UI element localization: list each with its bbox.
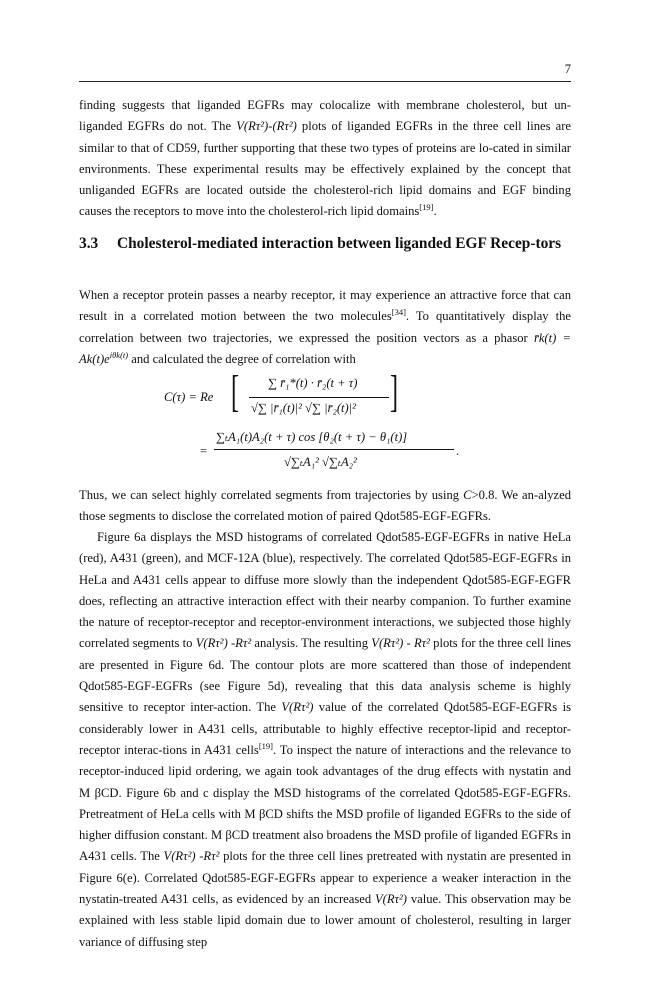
p2-text-b: . To quantitatively display the correlation between two trajectories, we expressed the position vectors as a phasor bbox=[79, 309, 571, 345]
p2-text-a: When a receptor protein passes a nearby receptor, it may experience an attractive force that can result in a correlated motion between the two molecules bbox=[79, 288, 571, 324]
math-phasor: r̄k(t) = Ak(t)e bbox=[79, 330, 571, 366]
p4-text-b: analysis. The resulting bbox=[251, 636, 372, 651]
citation[interactable]: [19] bbox=[258, 740, 273, 751]
p3-text-b: >0.8. We an-alyzed those segments to disclose the correlated motion of paired Qdot585-EGF-EGFRs. bbox=[79, 488, 571, 524]
math-v-rt2: V(Rτ²) bbox=[281, 700, 314, 715]
section-title: Cholesterol-mediated interaction between liganded EGF Recep-tors bbox=[117, 235, 562, 252]
paragraph-selection bbox=[79, 485, 571, 528]
eq-denominator-2: √∑ₜA₁² √∑ₜA₂² bbox=[284, 455, 357, 469]
p4-text-e: . To inspect the nature of interactions and the relevance to receptor-induced lipid ordering, we again took advantages of the drug effects with nystatin and M βCD. Figure 6b and c display the MSD histograms of the correlated Qdot585-EGF-EGFRs. Pretreatment of HeLa cells with M βCD shifts the MSD profile of liganded EGFRs to the side of higher diffusion constant. M βCD treatment also broadens the MSD profile of liganded EGFRs in A431 cells. The bbox=[79, 742, 572, 864]
p1-text-b: plots of liganded EGFRs in the three cell lines are similar to that of CD59, further supporting that these two types of proteins are lo-cated in similar environments. These experimental results may be effectively explained by the concept that unliganded EGFRs are located outside the cholesterol-rich lipid domains and EGF binding causes the receptors to move into the cholesterol-rich lipid domains bbox=[79, 119, 571, 219]
eq-left-bracket: [ bbox=[231, 367, 240, 416]
math-phasor-exponent: iθk(t) bbox=[109, 349, 129, 360]
p2-text-c: and calculated the degree of correlation with bbox=[128, 351, 356, 366]
math-v-rt2-2: V(Rτ²) bbox=[374, 892, 407, 907]
paragraph-figure6 bbox=[79, 527, 571, 953]
section-number: 3.3 bbox=[79, 235, 99, 252]
header-rule bbox=[79, 81, 571, 82]
citation[interactable]: [19] bbox=[419, 202, 434, 213]
page-number: 7 bbox=[564, 62, 571, 76]
p4-text-g: value. This observation may be explained with less stable lipid domain due to lower amount of cholesterol, resulting in larger variance of diffusing step bbox=[79, 892, 571, 949]
eq-fraction-line-2 bbox=[214, 449, 454, 450]
eq-denominator-1: √∑ |r̄₁(t)|² √∑ |r̄₂(t)|² bbox=[251, 401, 356, 415]
p1-text-a: finding suggests that liganded EGFRs may colocalize with membrane cholesterol, but un-liganded EGFRs do not. The bbox=[79, 98, 571, 134]
eq-numerator-1: ∑ r̄₁*(t) · r̄₂(t + τ) bbox=[268, 376, 358, 390]
math-v-rt2-dash-sp: V(Rτ²) - Rτ² bbox=[371, 636, 430, 651]
eq-fraction-line-1 bbox=[249, 397, 389, 398]
citation[interactable]: [34] bbox=[391, 307, 406, 318]
math-v-rt2-pair: V(Rτ²)-(Rτ²) bbox=[236, 119, 297, 134]
eq-equals: = bbox=[200, 444, 208, 458]
section-heading bbox=[79, 233, 571, 255]
p4-text-f: plots for the three cell lines pretreated with nystatin are presented in Figure 6(e). Correlated Qdot585-EGF-EGFRs appear to experience a weaker interaction in the nystatin-treated A431 cells, as evidenced by an increased bbox=[79, 849, 571, 907]
p4-text-a: Figure 6a displays the MSD histograms of correlated Qdot585-EGF-EGFRs in native HeLa (red), A431 (green), and MCF-12A (blue), respectively. The correlated Qdot585-EGF-EGFRs in HeLa and A431 cells appear to diffuse more slowly than the independent Qdot585-EGF-EGFR does, reflecting an attractive interaction effect with their nearby companion. To further examine the nature of receptor-receptor and receptor-environment interactions, we subjected those highly correlated segments to bbox=[79, 530, 571, 651]
paragraph-correlation bbox=[79, 285, 571, 370]
math-v-rt2-dash-2: V(Rτ²) -Rτ² bbox=[163, 849, 220, 864]
paragraph-intro bbox=[79, 95, 571, 223]
p1-end: . bbox=[433, 204, 437, 219]
eq-lhs: C(τ) = Re bbox=[164, 390, 214, 404]
eq-period: . bbox=[456, 444, 460, 458]
p4-text-d: value of the correlated Qdot585-EGF-EGFRs is considerably lower in A431 cells, attributable to highly effective receptor-lipid and receptor-receptor interac-tions in A431 cells bbox=[79, 700, 571, 757]
eq-numerator-2: ∑ₜA₁(t)A₂(t + τ) cos [θ₂(t + τ) − θ₁(t)] bbox=[216, 430, 408, 444]
correlation-equation bbox=[79, 367, 571, 488]
p3-text-a: Thus, we can select highly correlated segments from trajectories by using bbox=[79, 488, 464, 502]
p4-text-c: plots for the three cell lines are presented in Figure 6d. The contour plots are more scattered than those of independent Qdot585-EGF-EGFRs (see Figure 5d), revealing that this data analysis scheme is highly sensitive to receptor inter-action. The bbox=[79, 636, 572, 715]
eq-right-bracket: ] bbox=[390, 367, 399, 416]
math-c: C bbox=[463, 488, 472, 502]
math-v-rt2-dash: V(Rτ²) -Rτ² bbox=[195, 636, 252, 651]
